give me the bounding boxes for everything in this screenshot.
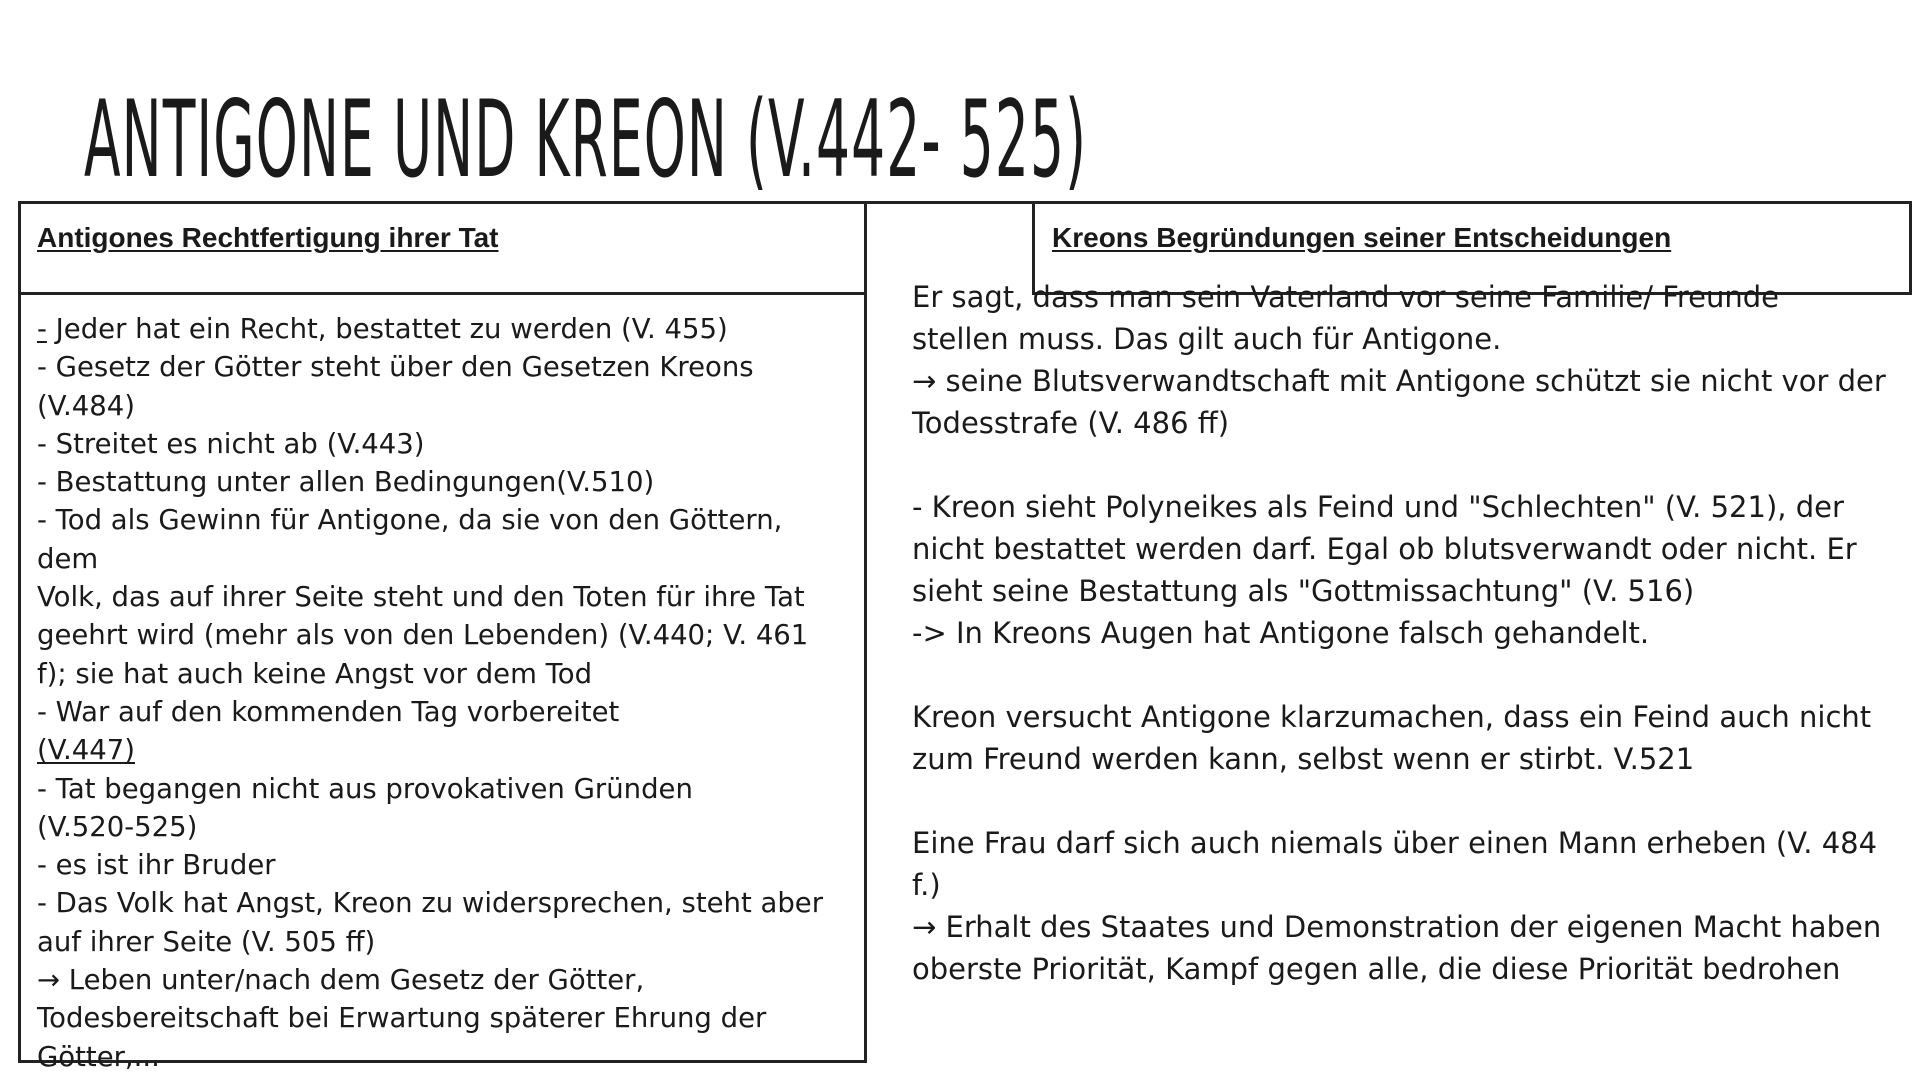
list-item-text: - Streitet es nicht ab (V.443) — [37, 427, 425, 460]
paragraph-line: f.) — [912, 868, 941, 902]
list-item — [37, 999, 852, 1037]
paragraph-line: Kreon versucht Antigone klarzumachen, dass ein Feind auch nicht — [912, 700, 1872, 734]
list-item — [37, 348, 852, 386]
list-item-text: → Leben unter/nach dem Gesetz der Götter, — [37, 964, 645, 997]
list-item — [37, 578, 852, 616]
list-item-text: - Tat begangen nicht aus provokativen Gründen — [37, 772, 693, 805]
list-item — [37, 387, 852, 425]
list-item-text: Jeder hat ein Recht, bestattet zu werden (V. 455) — [46, 313, 728, 345]
list-item-text: Götter,... — [37, 1040, 160, 1073]
paragraph-line: Eine Frau darf sich auch niemals über einen Mann erheben (V. 484 — [912, 826, 1878, 860]
list-item-text: - es ist ihr Bruder — [37, 849, 276, 882]
list-item — [37, 425, 852, 463]
paragraph-line: nicht bestattet werden darf. Egal ob blutsverwandt oder nicht. Er — [912, 532, 1857, 566]
paragraph-line: zum Freund werden kann, selbst wenn er stirbt. V.521 — [912, 742, 1695, 776]
list-item — [37, 616, 852, 654]
list-item-text: - Tod als Gewinn für Antigone, da sie von den Göttern, dem — [37, 504, 783, 575]
list-item — [37, 923, 852, 961]
paragraph-line: stellen muss. Das gilt auch für Antigone. — [912, 322, 1502, 356]
list-item-text: - Das Volk hat Angst, Kreon zu widersprechen, steht aber — [37, 887, 824, 920]
list-item — [37, 961, 852, 999]
paragraph-line: - Kreon sieht Polyneikes als Feind und "Schlechten" (V. 521), der — [912, 490, 1844, 524]
list-item-text: (V.520-525) — [37, 810, 198, 843]
list-item — [37, 463, 852, 501]
list-item — [37, 808, 852, 846]
list-item-text: - Bestattung unter allen Bedingungen(V.510) — [37, 466, 655, 499]
list-item-text: f); sie hat auch keine Angst vor dem Tod — [37, 657, 593, 690]
left-argument-list — [37, 310, 852, 1076]
list-item — [37, 731, 852, 769]
paragraph-line: sieht seine Bestattung als "Gottmissachtung" (V. 516) — [912, 574, 1695, 608]
list-item — [37, 655, 852, 693]
list-item-text: (V.484) — [37, 389, 135, 422]
list-item — [37, 1038, 852, 1076]
list-item — [37, 693, 852, 731]
paragraph-line: Todesstrafe (V. 486 ff) — [912, 406, 1230, 440]
right-argument-text — [912, 276, 1912, 990]
list-item-text: geehrt wird (mehr als von den Lebenden) (V.440; V. 461 — [37, 619, 809, 652]
paragraph-line: -> In Kreons Augen hat Antigone falsch gehandelt. — [912, 616, 1650, 650]
paragraph-line: oberste Priorität, Kampf gegen alle, die diese Priorität bedrohen — [912, 952, 1841, 986]
underlined-text: (V.447) — [37, 734, 135, 767]
paragraph-line: Er sagt, dass man sein Vaterland vor seine Familie/ Freunde — [912, 280, 1779, 314]
list-item-text: - Gesetz der Götter steht über den Gesetzen Kreons — [37, 351, 754, 384]
list-item — [37, 884, 852, 922]
list-item — [37, 770, 852, 808]
list-item-text: auf ihrer Seite (V. 505 ff) — [37, 925, 376, 958]
list-item — [37, 846, 852, 884]
table-top-divider — [864, 201, 1035, 204]
list-item — [37, 310, 852, 348]
list-item-text: Todesbereitschaft bei Erwartung späterer Ehrung der — [37, 1002, 767, 1035]
underlined-text: - — [37, 313, 47, 345]
paragraph-line: → Erhalt des Staates und Demonstration der eigenen Macht haben — [912, 910, 1882, 944]
page-title: ANTIGONE UND KREON (V.442- 525) — [84, 78, 1088, 201]
paragraph-line: → seine Blutsverwandtschaft mit Antigone schützt sie nicht vor der — [912, 364, 1886, 398]
list-item-text: - War auf den kommenden Tag vorbereitet — [37, 695, 620, 728]
right-column-heading: Kreons Begründungen seiner Entscheidungen — [1052, 222, 1672, 253]
left-column-heading: Antigones Rechtfertigung ihrer Tat — [37, 222, 499, 253]
list-item-text: Volk, das auf ihrer Seite steht und den Toten für ihre Tat — [37, 581, 805, 614]
list-item — [37, 501, 852, 578]
